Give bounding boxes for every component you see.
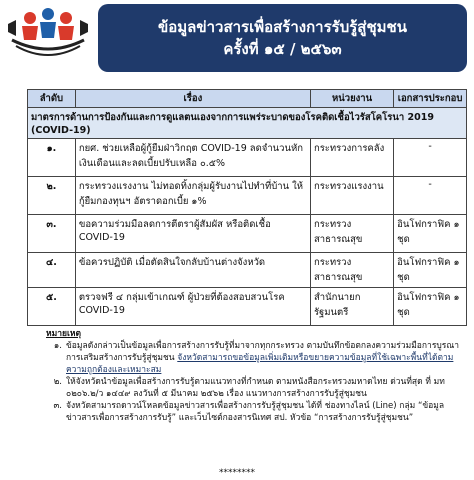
end-marker: ******** xyxy=(219,468,255,478)
row-subject: ขอความร่วมมือลดการตีตราผู้สัมผัส หรือติดเชื้อ COVID-19 xyxy=(75,215,310,253)
table-header-row xyxy=(28,90,467,108)
category-title: มาตรการด้านการป้องกันและการดูแลตนเองจากการแพร่ระบาดของโรคติดเชื้อไวรัสโคโรนา 2019 (COVID-19) xyxy=(28,108,467,139)
row-agency: สำนักนายกรัฐมนตรี xyxy=(310,288,393,326)
row-agency: กระทรวงสาธารณสุข xyxy=(310,215,393,253)
row-agency: กระทรวงแรงงาน xyxy=(310,177,393,215)
note-text-plain: ข้อมูลดังกล่าวเป็นข้อมูลเพื่อการสร้างการรับรู้ที่มาจากทุกกระทรวง ตามบันทึกข้อตกลงความร่วมมือการบูรณาการเสริมสร้างการรับรู้สู่ชุมชน xyxy=(66,341,460,363)
column-header-document: เอกสารประกอบ xyxy=(394,90,467,108)
page-title: ข้อมูลข่าวสารเพื่อสร้างการรับรู้สู่ชุมชน xyxy=(158,18,407,36)
row-subject: กยศ. ช่วยเหลือผู้กู้ยืมฝ่าวิกฤต COVID-19 ลดจำนวนหักเงินเดือนและลดเบี้ยปรับเหลือ ๐.๕% xyxy=(75,139,310,177)
title-banner xyxy=(98,4,467,72)
notes-section xyxy=(44,328,469,424)
row-document: - xyxy=(394,139,467,177)
note-text xyxy=(66,340,469,376)
note-number: ๒. xyxy=(53,377,62,387)
note-number: ๑. xyxy=(53,341,62,351)
issue-number: ครั้งที่ ๑๕ / ๒๕๖๓ xyxy=(223,40,342,58)
note-item xyxy=(44,340,469,376)
note-text: จังหวัดสามารถดาวน์โหลดข้อมูลข่าวสารเพื่อสร้างการรับรู้สู่ชุมชน ได้ที่ ช่องทางไลน์ (Line) กลุ่ม “ข้อมูลข่าวสารเพื่อการสร้างการรับรู้” และเว็บไซต์กองสารนิเทศ สป. หัวข้อ “การสร้างการรับรู้สู่ชุมชน” xyxy=(66,401,445,423)
table-row xyxy=(28,139,467,177)
row-number: ๕. xyxy=(28,288,76,326)
row-agency: กระทรวงสาธารณสุข xyxy=(310,253,393,288)
note-item xyxy=(44,376,469,400)
row-subject: กระทรวงแรงงาน ไม่ทอดทิ้งกลุ่มผู้รับงานไปทำที่บ้าน ให้กู้ยืมกองทุนฯ อัตราดอกเบี้ย ๑% xyxy=(75,177,310,215)
row-subject: ข้อควรปฏิบัติ เมื่อตัดสินใจกลับบ้านต่างจังหวัด xyxy=(75,253,310,288)
row-document: อินโฟกราฟิค ๑ ชุด xyxy=(394,253,467,288)
news-table xyxy=(27,89,467,326)
row-document: อินโฟกราฟิค ๑ ชุด xyxy=(394,288,467,326)
row-number: ๓. xyxy=(28,215,76,253)
organization-logo xyxy=(6,6,90,64)
row-agency: กระทรวงการคลัง xyxy=(310,139,393,177)
row-subject: ตรวจฟรี ๔ กลุ่มเข้าเกณฑ์ ผู้ป่วยที่ต้องสอบสวนโรค COVID-19 xyxy=(75,288,310,326)
column-header-number: ลำดับ xyxy=(28,90,76,108)
table-row xyxy=(28,253,467,288)
row-document: อินโฟกราฟิค ๑ ชุด xyxy=(394,215,467,253)
column-header-subject: เรื่อง xyxy=(75,90,310,108)
category-row xyxy=(28,108,467,139)
note-text: ให้จังหวัดนำข้อมูลเพื่อสร้างการรับรู้ตามแนวทางที่กำหนด ตามหนังสือกระทรวงมหาดไทย ด่วนที่สุด ที่ มท ๐๒๐๖.๒/ว ๑๔๔๙ ลงวันที่ ๕ มีนาคม ๒๕๖๒ เรื่อง แนวทางการสร้างการรับรู้สู่ชุมชน xyxy=(66,377,445,399)
table-row xyxy=(28,288,467,326)
table-row xyxy=(28,177,467,215)
row-number: ๑. xyxy=(28,139,76,177)
notes-heading: หมายเหตุ xyxy=(46,329,81,339)
row-number: ๔. xyxy=(28,253,76,288)
table-row xyxy=(28,215,467,253)
note-number: ๓. xyxy=(53,401,62,411)
column-header-agency: หน่วยงาน xyxy=(310,90,393,108)
row-document: - xyxy=(394,177,467,215)
note-item xyxy=(44,400,469,424)
note-text-underlined: จังหวัดสามารถขอข้อมูลเพิ่มเติมหรือขยายความข้อมูลที่ใช้เฉพาะพื้นที่ได้ตามความถูกต้องและเหมาะสม xyxy=(66,353,454,375)
row-number: ๒. xyxy=(28,177,76,215)
